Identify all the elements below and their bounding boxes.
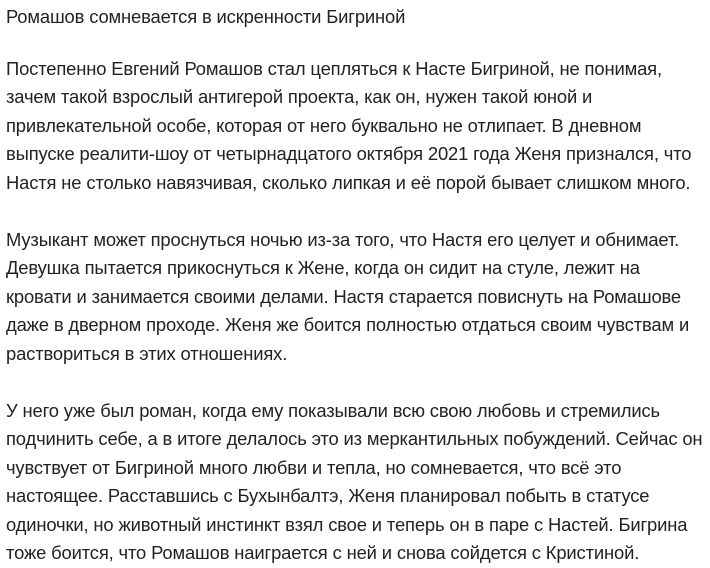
paragraph-line: даже в дверном проходе. Женя же боится полностью отдаться своим чувствам и	[6, 314, 690, 335]
paragraph-line: Музыкант может проснуться ночью из-за того, что Настя его целует и обнимает.	[6, 228, 680, 250]
paragraph-line: одиночки, но животный инстинкт взял свое и теперь он в паре с Настей. Бигрина	[6, 513, 688, 535]
paragraph-line: тоже боится, что Ромашов наиграется с ней и снова сойдется с Кристиной.	[6, 542, 640, 563]
paragraph-2	[6, 197, 706, 368]
article	[6, 0, 706, 568]
paragraph-line: настоящее. Расставшись с Бухынбалтэ, Женя планировал побыть в статусе	[6, 485, 650, 506]
paragraph-line: выпуске реалити-шоу от четырнадцатого октября 2021 года Женя признался, что	[6, 143, 692, 164]
paragraph-line: Настя не столько навязчивая, сколько липкая и её порой бывает слишком много.	[6, 171, 691, 193]
paragraph-line: кровати и занимается своими делами. Настя старается повиснуть на Ромашове	[6, 285, 682, 307]
paragraph-line: зачем такой взрослый антигерой проекта, как он, нужен такой юной и	[6, 86, 593, 107]
paragraph-line: Постепенно Евгений Ромашов стал цепляться к Насте Бигриной, не понимая,	[6, 57, 662, 79]
paragraph-3	[6, 368, 706, 568]
paragraph-line: Девушка пытается прикоснуться к Жене, когда он сидит на стуле, лежит на	[6, 257, 640, 278]
paragraph-line: привлекательной особе, которая от него буквально не отлипает. В дневном	[6, 114, 642, 136]
paragraph-line: подчинить себе, а в итоге делалось это из меркантильных побуждений. Сейчас он	[6, 428, 703, 449]
article-title: Ромашов сомневается в искренности Бигриной	[6, 6, 406, 27]
paragraph-line: чувствует от Бигриной много любви и тепла, но сомневается, что всё это	[6, 456, 622, 478]
paragraph-line: У него уже был роман, когда ему показывали всю свою любовь и стремились	[6, 399, 660, 421]
paragraph-1	[6, 32, 706, 198]
paragraph-line: раствориться в этих отношениях.	[6, 342, 288, 364]
